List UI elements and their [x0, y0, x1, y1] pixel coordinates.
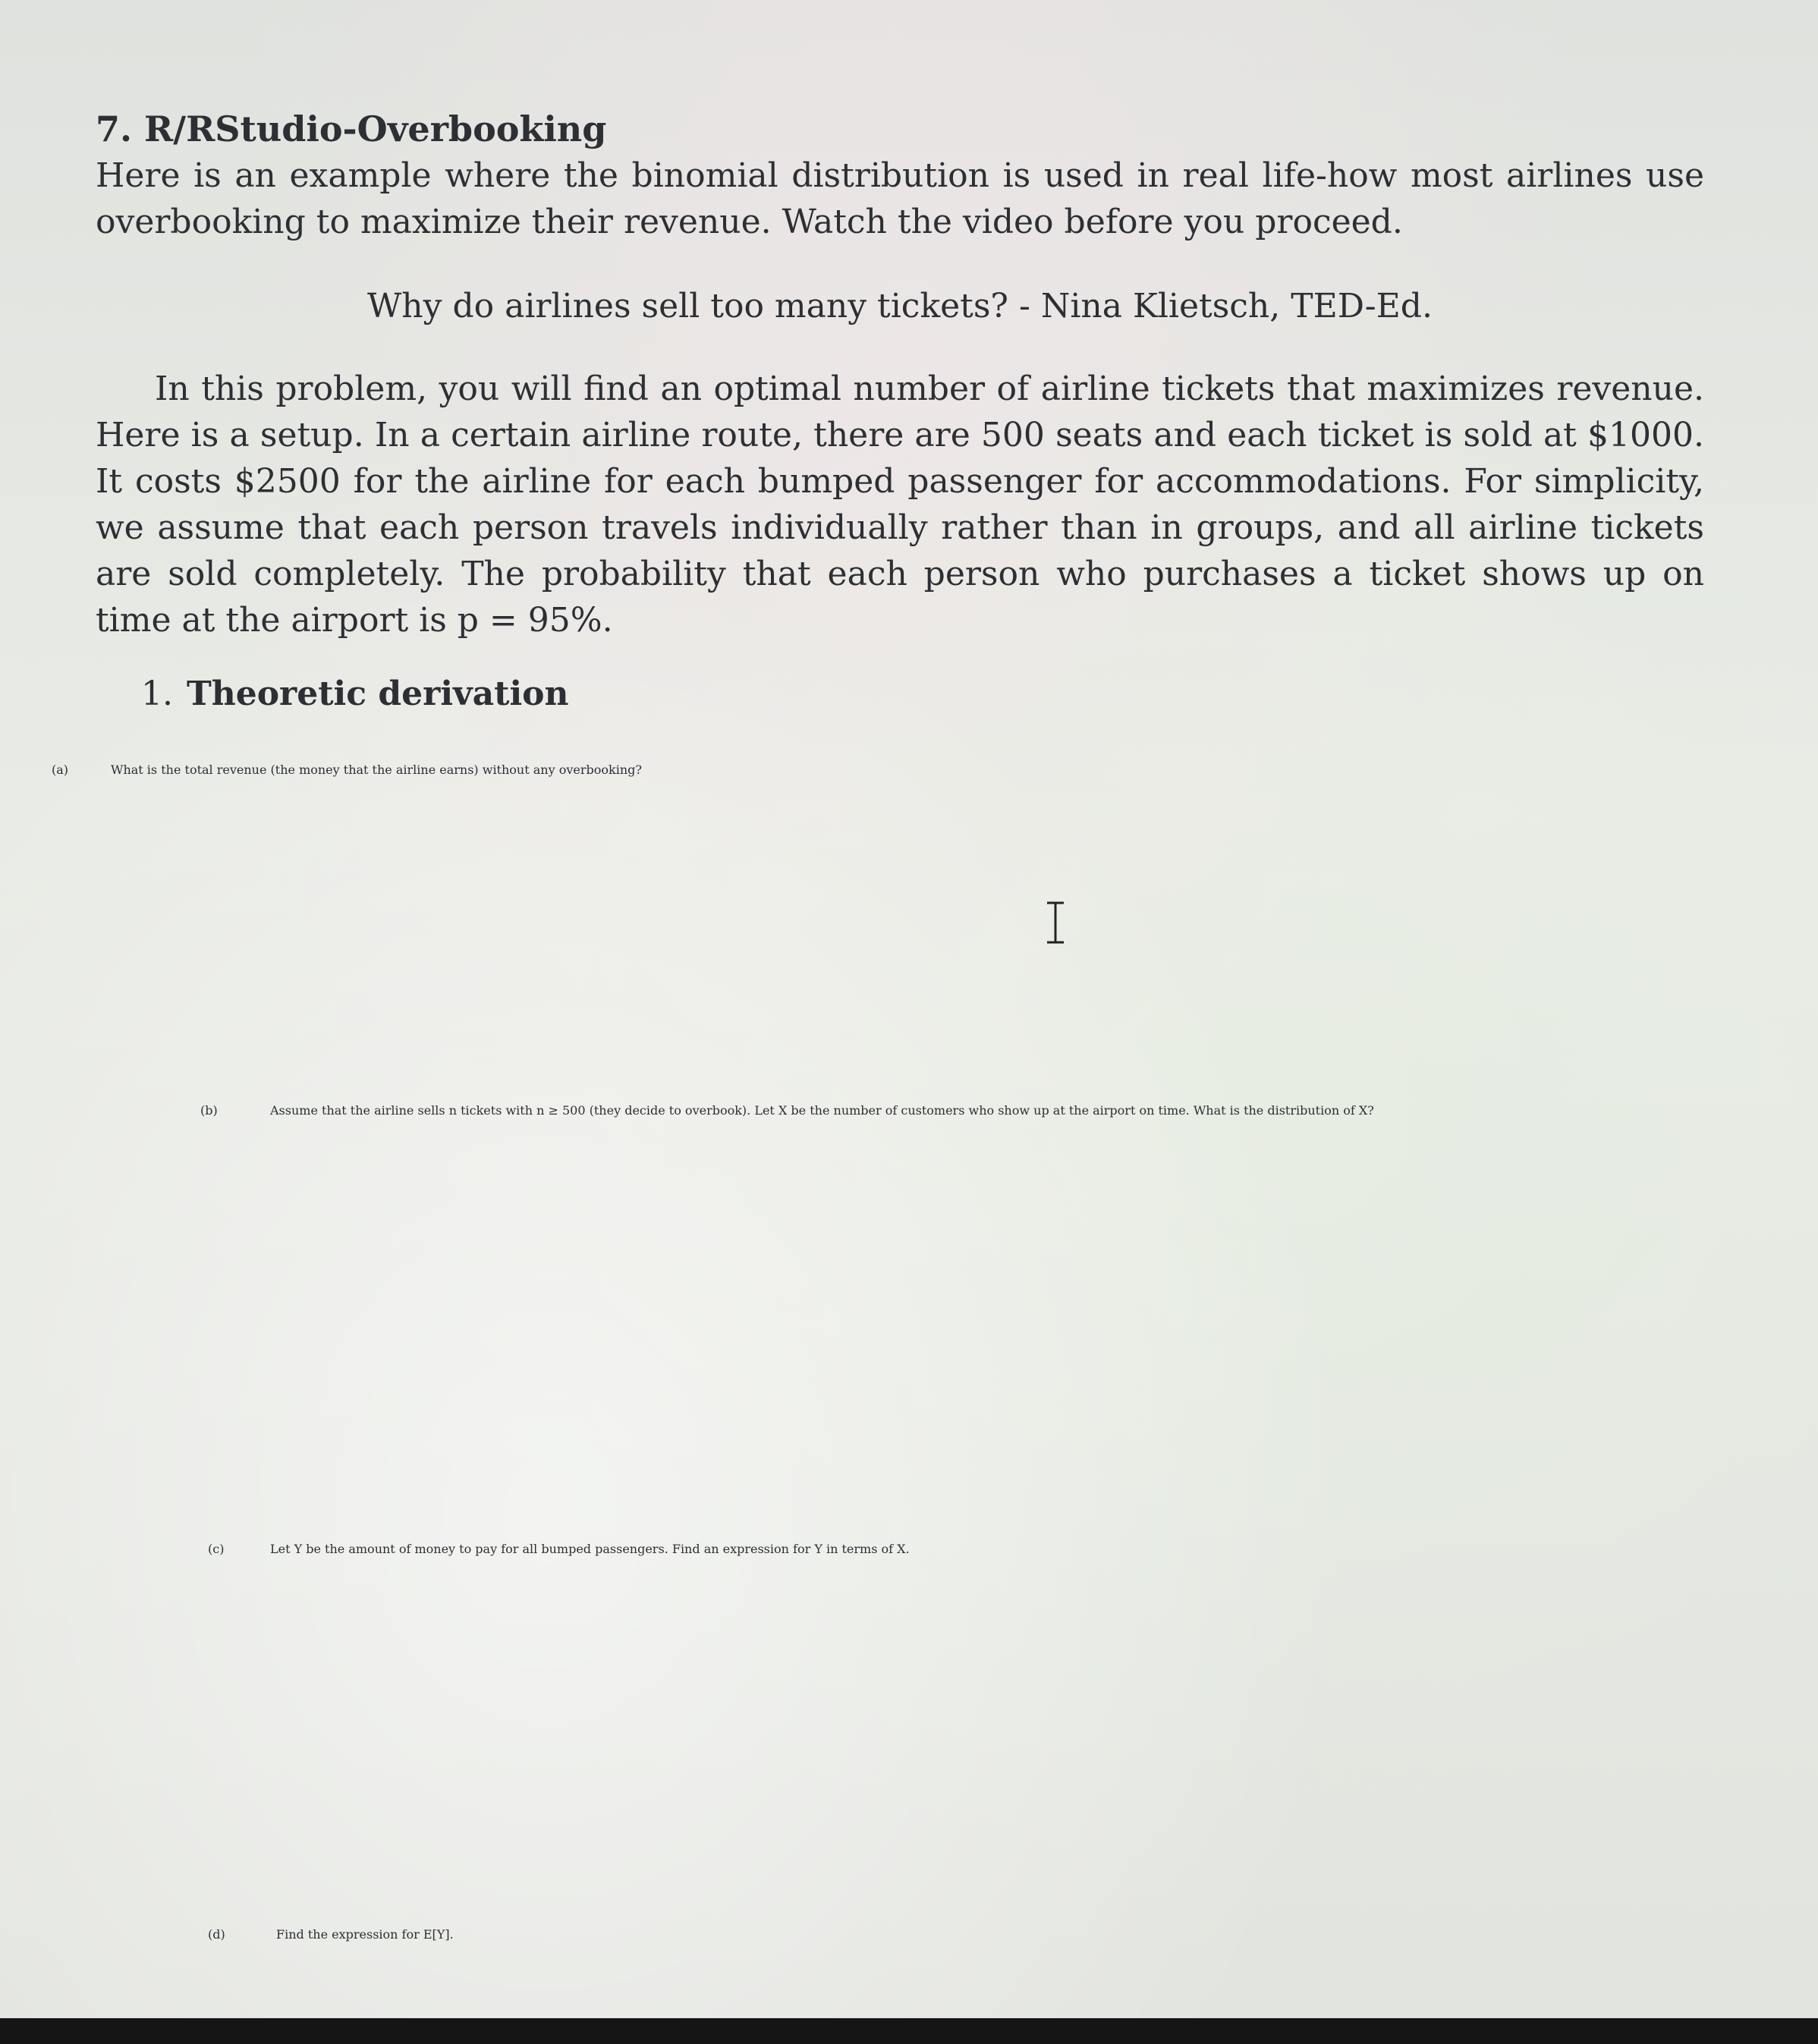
- video-reference[interactable]: Why do airlines sell too many tickets? - Nina Klietsch, TED-Ed.: [367, 287, 1433, 325]
- text-cursor-icon: [1044, 900, 1067, 945]
- question-c-label: (c): [208, 1542, 225, 1556]
- section-number: 1.: [141, 675, 173, 713]
- question-d-text: Find the expression for E[Y].: [276, 1927, 454, 1942]
- question-b-text: Assume that the airline sells n tickets with n ≥ 500 (they decide to overbook). Let X be the number of customers who show up at the airport on time. What is the distribution of X?: [270, 1103, 1374, 1118]
- problem-setup: In this problem, you will find an optimal number of airline tickets that maximizes revenue. Here is a setup. In a certain airline route, there are 500 seats and each ticket is sold at $1000. It costs $2500 for the airline for each bumped passenger for accommodations. For simplicity, we assume that each person travels individually rather than in groups, and all airline tickets are sold completely. The probability that each person who purchases a ticket shows up on time at the airport is p = 95%.: [96, 369, 1704, 640]
- question-d: [208, 1927, 1706, 1942]
- question-a: [52, 763, 1609, 777]
- problem-title: R/RStudio-Overbooking: [144, 108, 607, 149]
- section-title: Theoretic derivation: [186, 675, 569, 713]
- question-a-text: What is the total revenue (the money that the airline earns) without any overbooking?: [111, 763, 642, 777]
- section-heading: [141, 671, 1704, 717]
- question-d-label: (d): [208, 1927, 225, 1942]
- problem-intro: Here is an example where the binomial distribution is used in real life-how most airlines use overbooking to maximize their revenue. Watch the video before you proceed.: [96, 156, 1704, 241]
- question-c-text: Let Y be the amount of money to pay for all bumped passengers. Find an expression for Y in terms of X.: [270, 1542, 910, 1556]
- problem-heading: [96, 106, 1704, 153]
- question-a-label: (a): [52, 763, 69, 777]
- question-b: [200, 1103, 1706, 1118]
- problem-number: 7.: [96, 108, 133, 149]
- question-c: [208, 1542, 1706, 1556]
- problem-content: [96, 106, 1704, 717]
- question-b-label: (b): [200, 1103, 218, 1118]
- screen-bezel: [0, 2018, 1818, 2044]
